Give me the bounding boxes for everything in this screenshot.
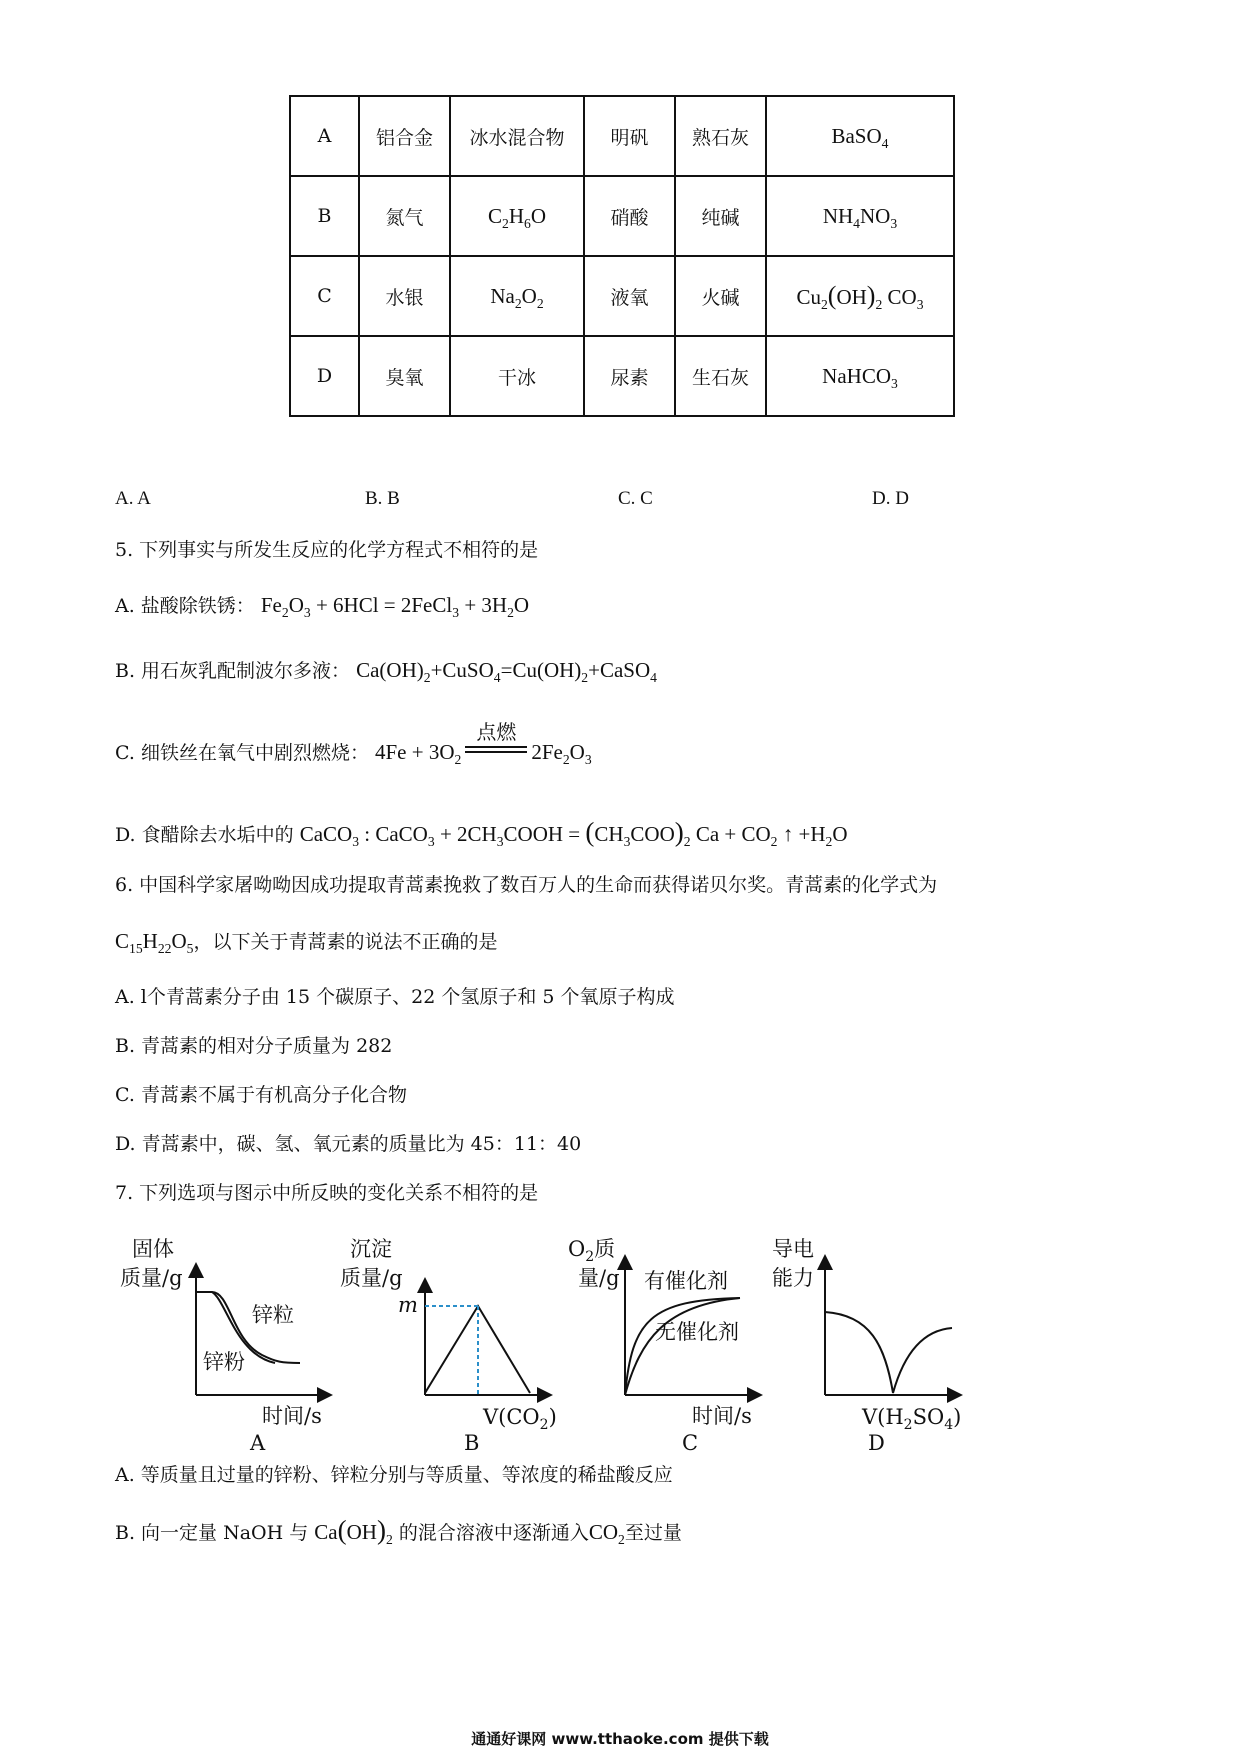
q6-option-b: B. 青蒿素的相对分子质量为 282 — [115, 1035, 393, 1057]
graph-c-curve-no-catalyst — [625, 1298, 740, 1395]
graph-b-mark-m: m — [398, 1293, 418, 1317]
calcium-hydroxide-formula: $Ca(OH)_2$ — [314, 1515, 393, 1547]
table-cell: C — [290, 256, 359, 336]
table-cell: 纯碱 — [675, 176, 766, 256]
table-cell: B — [290, 176, 359, 256]
q5-option-c-text: C. 细铁丝在氧气中剧烈燃烧： — [115, 742, 369, 764]
graph-b-ylabel-2: 质量/g — [340, 1266, 403, 1290]
q5-option-b-equation: $Ca(OH)_2+CuSO_4=Cu(OH)_2+CaSO_4$ — [356, 658, 657, 685]
q5-option-a — [115, 591, 529, 618]
table-cell: $Na_2O_2$ — [450, 256, 584, 336]
q5-option-a-equation: $Fe_2O_3 + 6HCl$ = 2FeCl$_3$ + $3H_2O$ — [260, 593, 530, 620]
q5-option-c — [115, 722, 592, 767]
table-row — [290, 176, 954, 256]
q4-option-b: B. B — [365, 488, 400, 509]
q6-option-c: C. 青蒿素不属于有机高分子化合物 — [115, 1084, 407, 1106]
classification-table — [289, 95, 955, 417]
q5-option-b — [115, 656, 657, 683]
graph-b-xlabel: $V(CO_2)$ — [483, 1405, 557, 1433]
graph-a-ylabel-1: 固体 — [132, 1237, 174, 1261]
q4-option-c: C. C — [618, 488, 653, 509]
table-row — [290, 256, 954, 336]
graph-c-caption: C — [682, 1431, 699, 1455]
q5-option-d — [115, 817, 848, 848]
q7-stem: 7. 下列选项与图示中所反映的变化关系不相符的是 — [115, 1182, 539, 1204]
graph-d-curve — [825, 1312, 952, 1393]
table-cell: BaSO$_4$ — [766, 96, 954, 176]
q4-option-d: D. D — [872, 488, 909, 509]
graph-c-label-catalyst: 有催化剂 — [644, 1269, 728, 1293]
q6-option-d: D. 青蒿素中，碳、氢、氧元素的质量比为 45：11：40 — [115, 1133, 582, 1155]
table-cell: 明矾 — [584, 96, 675, 176]
table-cell: $C_2H_6O$ — [450, 176, 584, 256]
co2-formula: $CO_2$ — [588, 1520, 625, 1547]
graph-d-ylabel-1: 导电 — [772, 1237, 814, 1261]
graph-a-label-powder: 锌粉 — [203, 1350, 245, 1374]
graph-c-ylabel-2: 量/g — [578, 1266, 620, 1290]
graph-a — [120, 1237, 325, 1455]
graph-b-caption: B — [464, 1431, 480, 1455]
table-cell: 熟石灰 — [675, 96, 766, 176]
table-cell: 铝合金 — [359, 96, 450, 176]
q5-option-d-equation: CaCO$_3$ : CaCO$_3$ + $2CH_3COOH = (CH_3COO)_2$ $Ca + CO_2$ ↑ $+H_2O$ — [299, 817, 848, 849]
q6-stem-line1: 6. 中国科学家屠呦呦因成功提取青蒿素挽救了数百万人的生命而获得诺贝尔奖。青蒿素的化学式为 — [115, 874, 938, 896]
graph-a-xlabel: 时间/s — [262, 1404, 322, 1428]
graph-b — [340, 1237, 557, 1455]
q6-stem-line2: $C_{15}H_{22}O_5$，以下关于青蒿素的说法不正确的是 — [115, 929, 498, 956]
graph-d — [772, 1237, 961, 1455]
q5-option-c-equation: $4Fe + 3O_2$ 点燃 $2Fe_2O_3$ — [375, 722, 592, 767]
table-cell: A — [290, 96, 359, 176]
graph-d-caption: D — [868, 1431, 885, 1455]
table-cell: 火碱 — [675, 256, 766, 336]
table-cell: $NH_4NO_3$ — [766, 176, 954, 256]
graph-a-ylabel-2: 质量/g — [120, 1266, 183, 1290]
q7-option-b: B. 向一定量 NaOH 与 $Ca(OH)_2$ 的混合溶液中逐渐通入$CO_2$至过量 — [115, 1515, 682, 1547]
graph-c — [568, 1237, 755, 1455]
q4-option-a: A. A — [115, 488, 151, 509]
table-cell: NaHCO$_3$ — [766, 336, 954, 416]
graph-a-label-granules: 锌粒 — [252, 1303, 294, 1327]
table-cell: 液氧 — [584, 256, 675, 336]
reaction-condition: 点燃 — [465, 744, 527, 764]
table-cell: D — [290, 336, 359, 416]
table-cell: 硝酸 — [584, 176, 675, 256]
graph-b-ylabel-1: 沉淀 — [350, 1237, 392, 1261]
table-cell: 尿素 — [584, 336, 675, 416]
table-cell: 冰水混合物 — [450, 96, 584, 176]
q5-option-d-text: D. 食醋除去水垢中的 — [115, 824, 294, 846]
table-cell: 生石灰 — [675, 336, 766, 416]
q5-option-a-text: A. 盐酸除铁锈： — [115, 595, 255, 617]
table-row — [290, 96, 954, 176]
table-cell: 臭氧 — [359, 336, 450, 416]
table-cell: 水银 — [359, 256, 450, 336]
page-footer: 通通好课网 www.tthaoke.com 提供下载 — [471, 1730, 769, 1748]
table-cell: 氮气 — [359, 176, 450, 256]
q5-stem: 5. 下列事实与所发生反应的化学方程式不相符的是 — [115, 539, 539, 561]
graph-c-xlabel: 时间/s — [692, 1404, 752, 1428]
graph-c-label-no-catalyst: 无催化剂 — [655, 1320, 739, 1344]
table-row — [290, 336, 954, 416]
table-cell: 干冰 — [450, 336, 584, 416]
q7-graphs — [0, 1225, 1240, 1455]
graph-d-ylabel-2: 能力 — [772, 1266, 814, 1290]
table-cell: $Cu_2(OH)_2$ $CO_3$ — [766, 256, 954, 336]
graph-a-caption: A — [250, 1431, 266, 1455]
graph-c-ylabel-1: $O_2$质 — [568, 1237, 616, 1265]
artemisinin-formula: $C_{15}H_{22}O_5$ — [115, 929, 194, 956]
q6-option-a: A. l个青蒿素分子由 15 个碳原子、22 个氢原子和 5 个氧原子构成 — [115, 986, 675, 1008]
q5-option-b-text: B. 用石灰乳配制波尔多液： — [115, 660, 351, 682]
graph-d-xlabel: $V(H_2SO_4)$ — [862, 1405, 962, 1433]
q7-option-a: A. 等质量且过量的锌粉、锌粒分别与等质量、等浓度的稀盐酸反应 — [115, 1464, 673, 1486]
